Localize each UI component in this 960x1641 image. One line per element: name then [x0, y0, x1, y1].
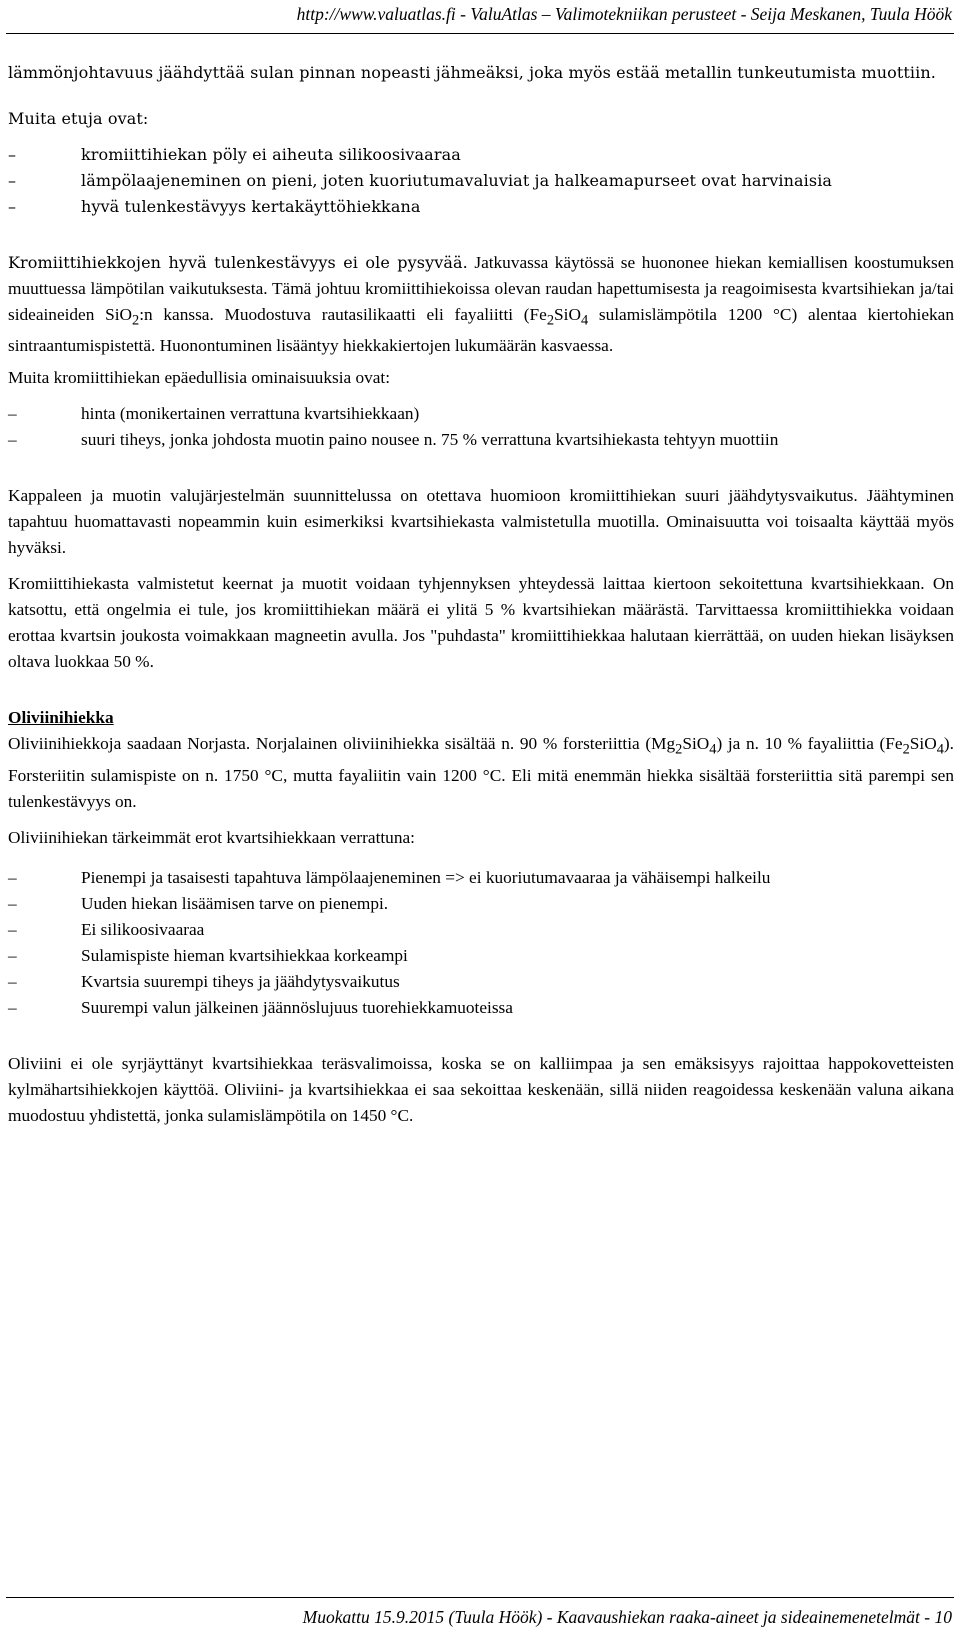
page-header: http://www.valuatlas.fi - ValuAtlas – Valimotekniikan perusteet - Seija Meskanen, Tuula Höök — [296, 4, 952, 24]
advantages-list — [8, 142, 954, 220]
subscript: 4 — [709, 741, 717, 758]
olivine-differences-list — [8, 865, 888, 1021]
advantages-lead: Muita etuja ovat: — [8, 109, 149, 128]
disadvantages-lead: Muita kromiittihiekan epäedullisia ominaisuuksia ovat: — [8, 368, 391, 388]
list-item: – Uuden hiekan lisäämisen tarve on pienempi. — [8, 891, 888, 917]
list-item: – Sulamispiste hieman kvartsihiekkaa korkeampi — [8, 943, 888, 969]
text-run: SiO — [682, 734, 710, 754]
text-run: ). Forsteriitin sulamispiste on n. 1750 °C, mutta fayaliitin vain 1200 °C. Eli mitä enemmän hiekka sisältää forsteriittia sitä parempi sen tulenkestävyys on. — [8, 734, 954, 811]
list-item: – Ei silikoosivaaraa — [8, 917, 888, 943]
subscript: 2 — [132, 312, 140, 329]
olivine-paragraph — [8, 731, 954, 814]
subscript: 2 — [675, 741, 683, 758]
durability-sentence-2: Jatkuvassa käytössä se huononee hiekan kemiallisen koostumuksen muuttuessa lämpötilan vaikutuksesta. Tämä johtuu kromiittihiekoissa olevan raudan hapettumisesta ja reagoimisesta kvartsihiekan ja/tai sideaineiden SiO — [8, 253, 954, 324]
footer-divider — [6, 1597, 954, 1598]
durability-sentence-5: sulamislämpötila 1200 °C) alentaa kiertohiekan sintraantumispistettä. Huonontuminen lisääntyy hiekkakiertojen lukumäärän kasvaessa. — [8, 305, 954, 356]
subscript: 2 — [902, 741, 910, 758]
durability-paragraph — [8, 250, 954, 359]
durability-sentence-3: :n kanssa. Muodostuva rautasilikaatti eli fayaliitti (Fe — [139, 305, 547, 324]
list-item: – Suurempi valun jälkeinen jäännöslujuus tuorehiekkamuoteissa — [8, 995, 888, 1021]
subscript: 4 — [936, 741, 944, 758]
list-item: – kromiittihiekan pöly ei aiheuta silikoosivaaraa — [8, 142, 954, 168]
subscript: 2 — [546, 312, 555, 329]
mixing-paragraph: Kromiittihiekasta valmistetut keernat ja muotit voidaan tyhjennyksen yhteydessä laittaa kiertoon sekoitettuna kvartsihiekkaan. On katsottu, että ongelmia ei tule, jos kromiittihiekan määrä ei ylitä 5 % kvartsihiekan määrästä. Tarvittaessa kromiittihiekka voidaan erottaa kvartsin joukosta voimakkaan magneetin avulla. Jos "puhdasta" kromiittihiekkaa halutaan kierrättää, on uuden hiekan lisäyksen oltava luokkaa 50 %. — [8, 574, 954, 672]
durability-sentence-4: SiO — [554, 305, 581, 324]
section-heading-olivine: Oliviinihiekka — [8, 708, 114, 728]
durability-sentence-1: Kromiittihiekkojen hyvä tulenkestävyys ei ole pysyvää. — [8, 253, 468, 272]
olivine-differences-lead: Oliviinihiekan tärkeimmät erot kvartsihiekkaan verrattuna: — [8, 827, 415, 847]
disadvantages-list — [8, 401, 888, 453]
header-divider — [6, 33, 954, 34]
list-item: – suuri tiheys, jonka johdosta muotin paino nousee n. 75 % verrattuna kvartsihiekasta tehtyyn muottiin — [8, 427, 888, 453]
text-run: Oliviinihiekkoja saadaan Norjasta. Norjalainen oliviinihiekka sisältää n. 90 % forsteriittia (Mg — [8, 734, 676, 754]
subscript: 4 — [580, 312, 589, 329]
cooling-paragraph: Kappaleen ja muotin valujärjestelmän suunnittelussa on otettava huomioon kromiittihiekan suuri jäähdytysvaikutus. Jäähtyminen tapahtuu huomattavasti nopeammin kuin esimerkiksi kvartsihiekasta valmistetulla muotilla. Ominaisuutta voi toisaalta käyttää myös hyväksi. — [8, 486, 954, 558]
list-item: – Kvartsia suurempi tiheys ja jäähdytysvaikutus — [8, 969, 888, 995]
page-content — [8, 60, 954, 1129]
text-run: SiO — [909, 734, 937, 754]
page-footer: Muokattu 15.9.2015 (Tuula Höök) - Kaavaushiekan raaka-aineet ja sideainemenetelmät - 10 — [302, 1607, 952, 1627]
olivine-closing-paragraph: Oliviini ei ole syrjäyttänyt kvartsihiekkaa teräsvalimoissa, koska se on kalliimpaa ja sen emäksisyys rajoittaa happokovetteisten kylmähartsihiekkojen käyttöä. Oliviini- ja kvartsihiekkaa ei saa sekoittaa keskenään, sillä niiden reagoidessa keskenään valuna aikana muodostuu yhdistettä, jonka sulamislämpötila on 1450 °C. — [8, 1053, 954, 1125]
intro-paragraph: lämmönjohtavuus jäähdyttää sulan pinnan nopeasti jähmeäksi, joka myös estää metallin tunkeutumista muottiin. — [8, 63, 936, 82]
text-run: ) ja n. 10 % fayaliittia (Fe — [716, 734, 903, 754]
list-item: – Pienempi ja tasaisesti tapahtuva lämpölaajeneminen => ei kuoriutumavaaraa ja vähäisempi halkeilu — [8, 865, 888, 891]
list-item: – lämpölaajeneminen on pieni, joten kuoriutumavaluviat ja halkeamapurseet ovat harvinaisia — [8, 168, 954, 194]
list-item: – hinta (monikertainen verrattuna kvartsihiekkaan) — [8, 401, 888, 427]
list-item: – hyvä tulenkestävyys kertakäyttöhiekkana — [8, 194, 954, 220]
